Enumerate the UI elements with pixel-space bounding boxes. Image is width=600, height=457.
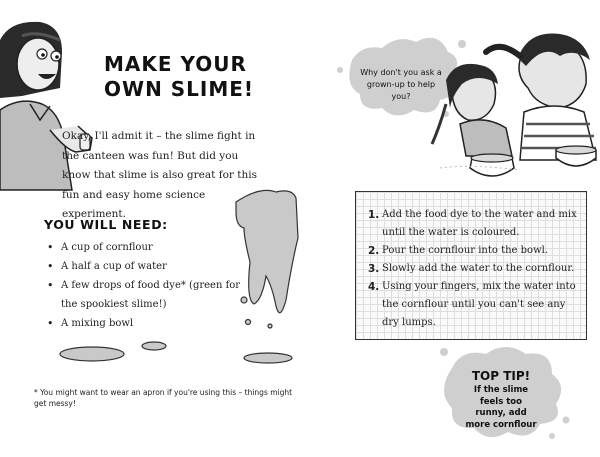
you-will-need-heading: YOU WILL NEED: [44,217,168,232]
list-item [368,206,580,242]
step-text: Using your fingers, mix the water into the cornflour until you can't see any dry lumps. [382,281,576,328]
footnote: * You might want to wear an apron if you're using this – things might get messy! [34,388,293,408]
kids-mixing-illustration [432,34,596,177]
list-item: • A cup of cornflour [46,238,246,257]
instructions-list [368,206,580,332]
step-number: 1. [368,209,380,221]
speech-bubble-text: Why don't you ask a grown-up to help you? [360,68,442,101]
top-tip-heading: TOP TIP! [471,369,531,383]
list-item [368,242,580,260]
list-item: • A half a cup of water [46,257,246,276]
ingredients-list [46,238,246,333]
list-item [368,260,580,278]
top-tip-text: If the slime feels too runny, add more cornflour [465,385,537,430]
title-line-1: MAKE YOUR [104,52,247,76]
title-line-2: OWN SLIME! [104,77,255,101]
step-text: Slowly add the water to the cornflour. [382,263,575,274]
step-text: Add the food dye to the water and mix until the water is coloured. [382,209,577,238]
step-number: 4. [368,281,380,293]
page-title [104,52,264,102]
list-item [368,278,580,332]
list-item: • A mixing bowl [46,314,246,333]
step-number: 2. [368,245,380,257]
intro-paragraph: Okay, I'll admit it – the slime fight in the canteen was fun! But did you know that slime is also great for this fun and easy home science experiment. [62,130,257,220]
step-number: 3. [368,263,380,275]
list-item: • A few drops of food dye* (green for the spookiest slime!) [46,276,246,314]
step-text: Pour the cornflour into the bowl. [382,245,549,256]
